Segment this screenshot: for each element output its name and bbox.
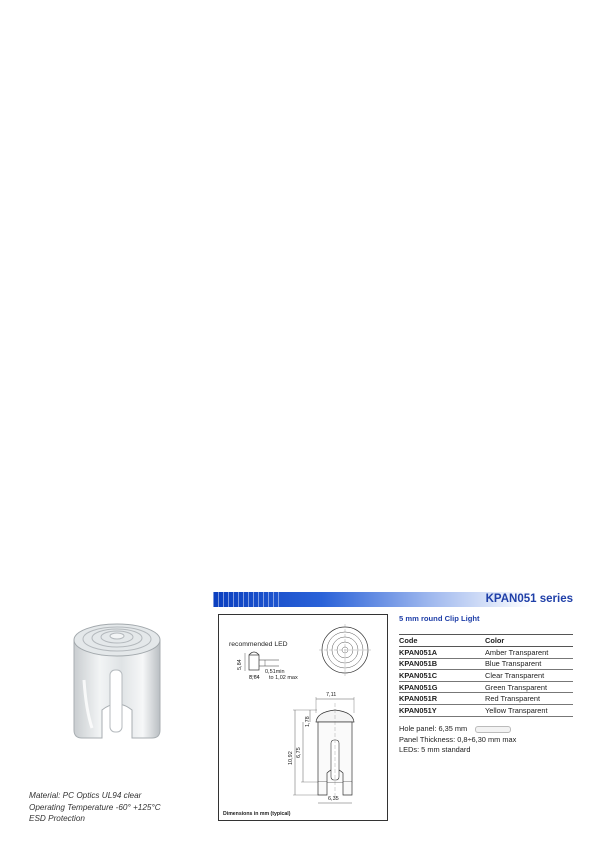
code-column-header: Code [399, 635, 485, 647]
total-height-dim: 10,92 [288, 751, 294, 765]
cap-height-dim: 1,78 [305, 716, 311, 727]
operating-temperature-line: Operating Temperature -60° +125°C [29, 802, 161, 812]
color-cell: Amber Transparent [485, 647, 573, 659]
clip-light-photo [62, 610, 172, 760]
color-cell: Yellow Transparent [485, 704, 573, 716]
led-lead-range: to 1,02 max [269, 675, 298, 681]
led-height-dim: 5,84 [237, 659, 243, 670]
code-cell: KPAN051C [399, 670, 485, 682]
top-width-dim: 7,11 [326, 692, 337, 698]
table-row [399, 693, 573, 705]
panel-thickness-line: Panel Thickness: 0,8÷6,30 mm max [399, 734, 517, 744]
header-bar-pattern [213, 592, 283, 607]
body-height-dim: 6,75 [296, 747, 302, 758]
code-cell: KPAN051R [399, 693, 485, 705]
table-row [399, 658, 573, 670]
table-row [399, 681, 573, 693]
technical-drawing [218, 614, 388, 821]
code-cell: KPAN051B [399, 658, 485, 670]
esd-protection-line: ESD Protection [29, 814, 85, 823]
material-notes [29, 790, 161, 825]
color-cell: Blue Transparent [485, 658, 573, 670]
led-lead-dim: 0,51min [265, 669, 285, 675]
recommended-led-label: recommended LED [229, 641, 288, 648]
hole-panel-text: Hole panel: 6,35 mm [399, 724, 468, 733]
code-cell: KPAN051G [399, 681, 485, 693]
code-cell: KPAN051Y [399, 704, 485, 716]
color-cell: Red Transparent [485, 693, 573, 705]
hole-panel-icon [475, 726, 511, 733]
dimensions-caption: Dimensions in mm (typical) [223, 811, 291, 817]
code-color-table [399, 634, 573, 717]
led-pitch-dim: 8,64 [249, 675, 260, 681]
code-cell: KPAN051A [399, 647, 485, 659]
table-header-row [399, 635, 573, 647]
color-cell: Clear Transparent [485, 670, 573, 682]
product-subtitle: 5 mm round Clip Light [399, 614, 480, 623]
bottom-width-dim: 6,35 [328, 796, 339, 802]
table-row [399, 647, 573, 659]
color-column-header: Color [485, 635, 573, 647]
color-cell: Green Transparent [485, 681, 573, 693]
hole-panel-line [399, 724, 516, 735]
table-row [399, 704, 573, 716]
series-title: KPAN051 series [485, 593, 573, 605]
mounting-specs [399, 724, 516, 756]
leds-line: LEDs: 5 mm standard [399, 745, 471, 754]
material-line: Material: PC Optics UL94 clear [29, 791, 142, 800]
table-row [399, 670, 573, 682]
